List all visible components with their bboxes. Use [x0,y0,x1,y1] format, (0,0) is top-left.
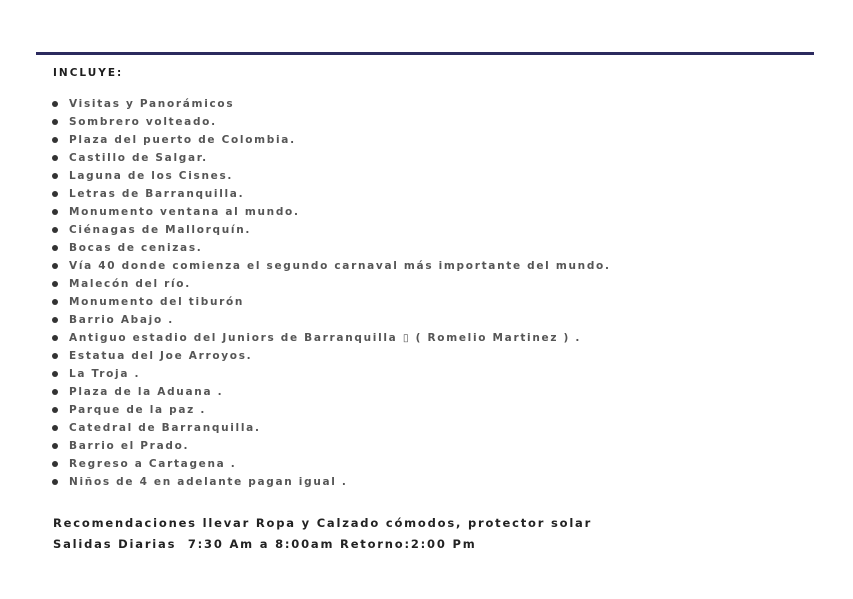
bullet-icon [52,155,58,161]
list-item-label: Estatua del Joe Arroyos. [69,350,253,362]
bullet-icon [52,407,58,413]
list-item [50,401,611,419]
bullet-icon [52,173,58,179]
list-item [50,257,611,275]
list-item-label: Vía 40 donde comienza el segundo carnaval más importante del mundo. [69,260,611,272]
list-item [50,167,611,185]
list-item [50,203,611,221]
list-item [50,293,611,311]
bullet-icon [52,353,58,359]
list-item [50,239,611,257]
list-item-label: Plaza de la Aduana . [69,386,224,398]
list-item-label: Antiguo estadio del Juniors de Barranquilla ▯ ( Romelio Martinez ) . [69,332,582,344]
list-item [50,437,611,455]
bullet-icon [52,425,58,431]
list-item-label: Visitas y Panorámicos [69,98,235,110]
list-item [50,131,611,149]
bullet-icon [52,137,58,143]
bullet-icon [52,245,58,251]
list-item-label: Laguna de los Cisnes. [69,170,234,182]
list-item-label: Castillo de Salgar. [69,152,208,164]
departure-schedule-text: Salidas Diarias 7:30 Am a 8:00am Retorno:2:00 Pm [53,537,477,551]
list-item-label: Regreso a Cartagena . [69,458,237,470]
bullet-icon [52,263,58,269]
list-item [50,275,611,293]
bullet-icon [52,299,58,305]
list-item [50,365,611,383]
list-item-label: Barrio el Prado. [69,440,190,452]
bullet-icon [52,119,58,125]
list-item [50,419,611,437]
list-item-label: Sombrero volteado. [69,116,217,128]
bullet-icon [52,281,58,287]
bullet-icon [52,209,58,215]
bullet-icon [52,371,58,377]
list-item [50,149,611,167]
list-item-label: La Troja . [69,368,141,380]
list-item [50,473,611,491]
header-divider [36,52,814,55]
list-item [50,455,611,473]
list-item-label: Barrio Abajo . [69,314,174,326]
list-item-label: Plaza del puerto de Colombia. [69,134,296,146]
bullet-icon [52,335,58,341]
list-item [50,383,611,401]
list-item [50,221,611,239]
list-item-label: Monumento ventana al mundo. [69,206,300,218]
list-item-label: Letras de Barranquilla. [69,188,245,200]
list-item-label: Bocas de cenizas. [69,242,203,254]
list-item [50,311,611,329]
bullet-icon [52,191,58,197]
list-item-label: Catedral de Barranquilla. [69,422,261,434]
list-item [50,95,611,113]
bullet-icon [52,389,58,395]
bullet-icon [52,461,58,467]
section-heading: INCLUYE: [53,67,124,79]
bullet-icon [52,479,58,485]
recommendations-text: Recomendaciones llevar Ropa y Calzado cómodos, protector solar [53,516,593,530]
bullet-icon [52,227,58,233]
list-item-label: Parque de la paz . [69,404,207,416]
bullet-icon [52,101,58,107]
includes-list [50,95,611,491]
bullet-icon [52,443,58,449]
list-item-label: Niños de 4 en adelante pagan igual . [69,476,348,488]
list-item [50,347,611,365]
list-item-label: Ciénagas de Mallorquín. [69,224,252,236]
list-item [50,329,611,347]
bullet-icon [52,317,58,323]
list-item-label: Malecón del río. [69,278,191,290]
list-item-label: Monumento del tiburón [69,296,245,308]
list-item [50,185,611,203]
list-item [50,113,611,131]
